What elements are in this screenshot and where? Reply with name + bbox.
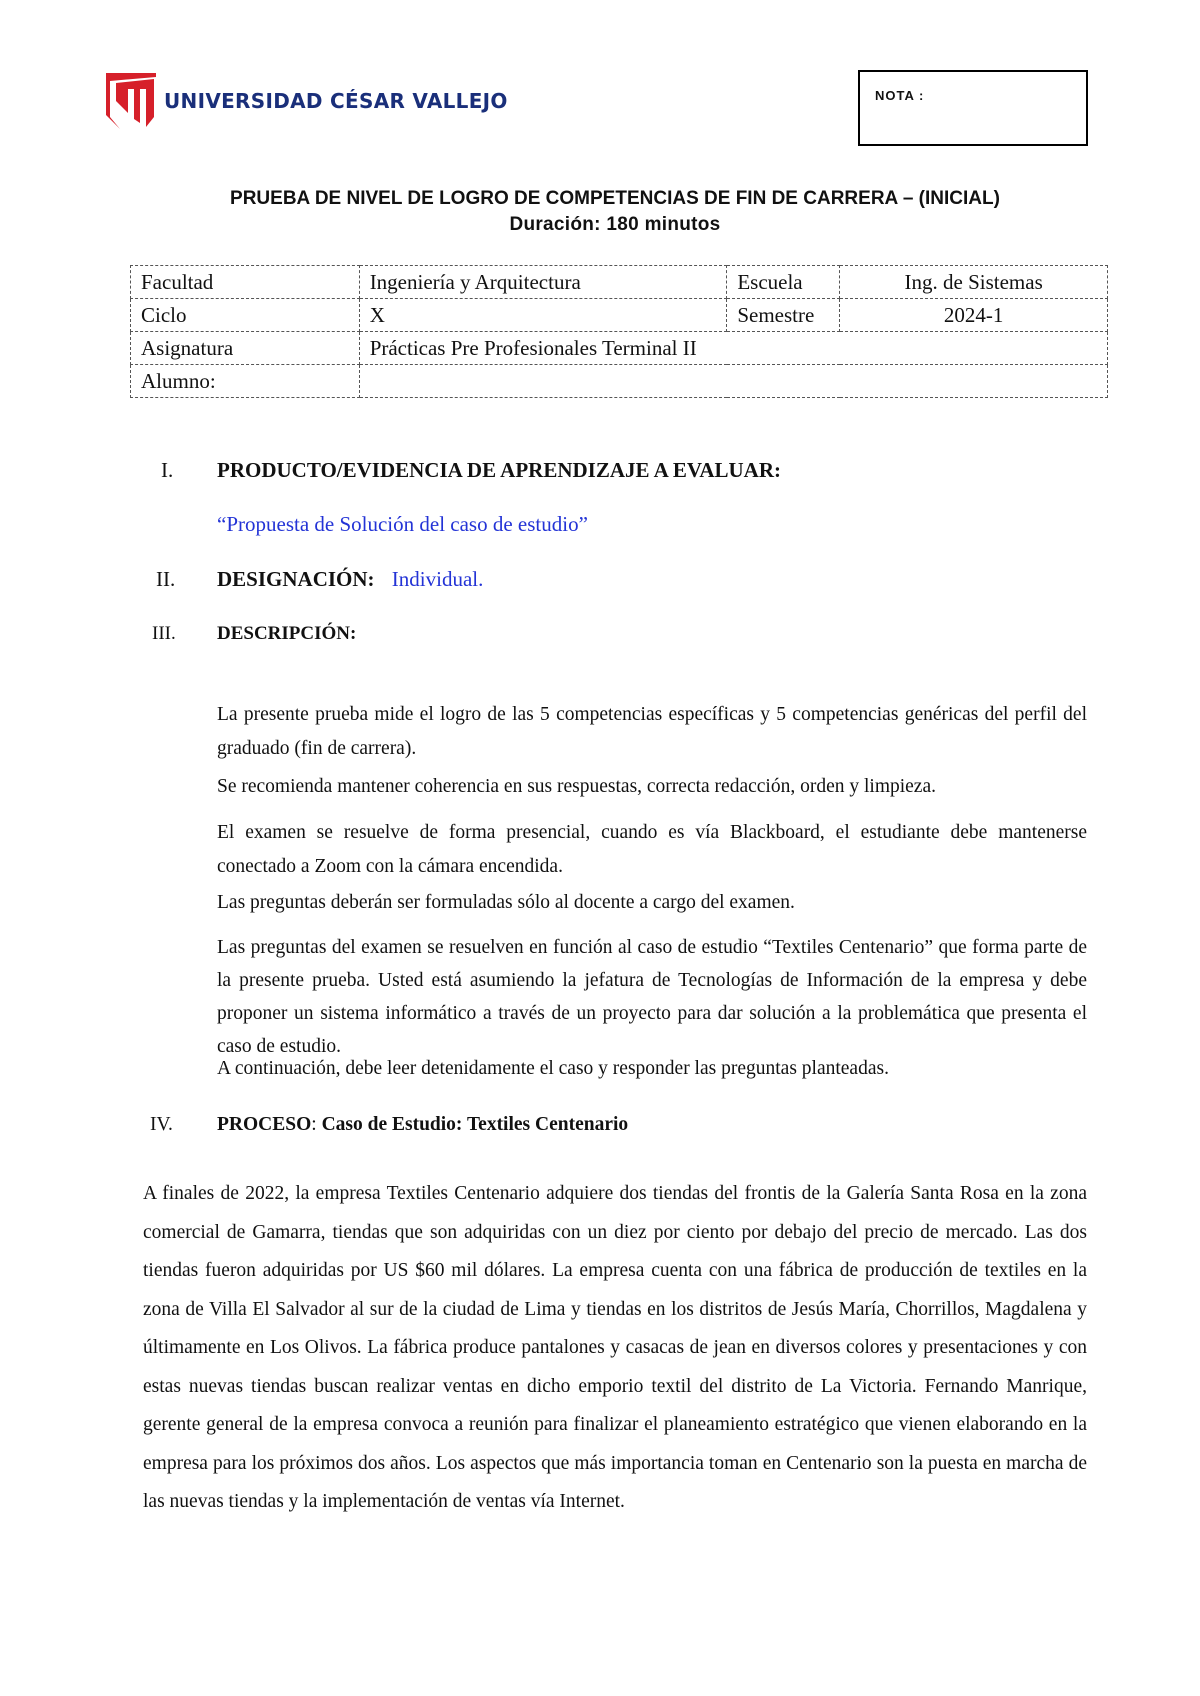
description-paragraph: Se recomienda mantener coherencia en sus respuestas, correcta redacción, orden y limpieza. (217, 776, 936, 797)
grade-label: NOTA : (875, 88, 925, 103)
ciclo-label: Ciclo (131, 299, 360, 332)
alumno-label: Alumno: (131, 365, 360, 398)
section-4-line (217, 1114, 628, 1136)
description-paragraph: La presente prueba mide el logro de las 5 competencias específicas y 5 competencias genéricas del perfil del graduado (fin de carrera). (217, 704, 1087, 759)
section-1-value: “Propuesta de Solución del caso de estudio” (217, 512, 588, 536)
section-1-title: PRODUCTO/EVIDENCIA DE APRENDIZAJE A EVALUAR: (217, 458, 781, 482)
section-4-separator: : (311, 1114, 322, 1135)
section-4-title: PROCESO (217, 1114, 312, 1135)
section-4-number: IV. (150, 1114, 173, 1135)
section-4-subtitle: Caso de Estudio: Textiles Centenario (321, 1114, 629, 1135)
grade-box (858, 70, 1088, 146)
exam-title: PRUEBA DE NIVEL DE LOGRO DE COMPETENCIAS DE FIN DE CARRERA – (INICIAL) (230, 188, 1000, 209)
course-info-table (130, 265, 1108, 398)
case-study-text: A finales de 2022, la empresa Textiles Centenario adquiere dos tiendas del frontis de la Galería Santa Rosa en la zona comercial de Gamarra, tiendas que son adquiridas con un diez por ciento por debajo del precio de mercado. Las dos tiendas fueron adquiridas por US $60 mil dólares. La empresa cuenta con una fábrica de producción de textiles en la zona de Villa El Salvador al sur de la ciudad de Lima y tiendas en los distritos de Jesús María, Chorrillos, Magdalena y últimamente en Los Olivos. La fábrica produce pantalones y casacas de jean en diversos colores y presentaciones y con estas nuevas tiendas buscan realizar ventas en dicho emporio textil del distrito de La Victoria. Fernando Manrique, gerente general de la empresa convoca a reunión para finalizar el planeamiento estratégico que vienen elaborando en la empresa para los próximos dos años. Los aspectos que más importancia toman en Centenario son la puesta en marcha de las nuevas tiendas y la implementación de ventas vía Internet. (143, 1183, 1087, 1512)
facultad-value: Ingeniería y Arquitectura (359, 266, 727, 299)
escuela-value: Ing. de Sistemas (840, 266, 1108, 299)
facultad-label: Facultad (131, 266, 360, 299)
ucv-shield-icon (106, 73, 156, 129)
table-row (131, 365, 1108, 398)
asignatura-label: Asignatura (131, 332, 360, 365)
table-row (131, 299, 1108, 332)
section-3-number: III. (152, 623, 176, 644)
section-3-title: DESCRIPCIÓN: (217, 623, 357, 644)
section-2-value: Individual. (391, 567, 484, 591)
description-paragraph: A continuación, debe leer detenidamente el caso y responder las preguntas planteadas. (217, 1058, 889, 1079)
ciclo-value: X (359, 299, 727, 332)
description-paragraph: El examen se resuelve de forma presencial, cuando es vía Blackboard, el estudiante debe mantenerse conectado a Zoom con la cámara encendida. (217, 822, 1087, 877)
escuela-label: Escuela (727, 266, 840, 299)
section-2-line (217, 567, 483, 592)
section-2-title: DESIGNACIÓN: (217, 567, 375, 591)
alumno-value[interactable] (359, 365, 1107, 398)
description-paragraph: Las preguntas del examen se resuelven en función al caso de estudio “Textiles Centenario” que forma parte de la presente prueba. Usted está asumiendo la jefatura de Tecnologías de Información de la empresa y debe proponer un sistema informático a través de un proyecto para dar solución a la problemática que presenta el caso de estudio. (217, 937, 1087, 1057)
semestre-label: Semestre (727, 299, 840, 332)
university-name: UNIVERSIDAD CÉSAR VALLEJO (164, 89, 508, 113)
table-row (131, 266, 1108, 299)
semestre-value: 2024-1 (840, 299, 1108, 332)
exam-duration: Duración: 180 minutos (509, 214, 721, 235)
asignatura-value: Prácticas Pre Profesionales Terminal II (359, 332, 1107, 365)
description-paragraph: Las preguntas deberán ser formuladas sólo al docente a cargo del examen. (217, 892, 795, 913)
section-1-number: I. (161, 458, 174, 482)
section-2-number: II. (156, 567, 176, 591)
university-logo (106, 73, 508, 129)
table-row (131, 332, 1108, 365)
